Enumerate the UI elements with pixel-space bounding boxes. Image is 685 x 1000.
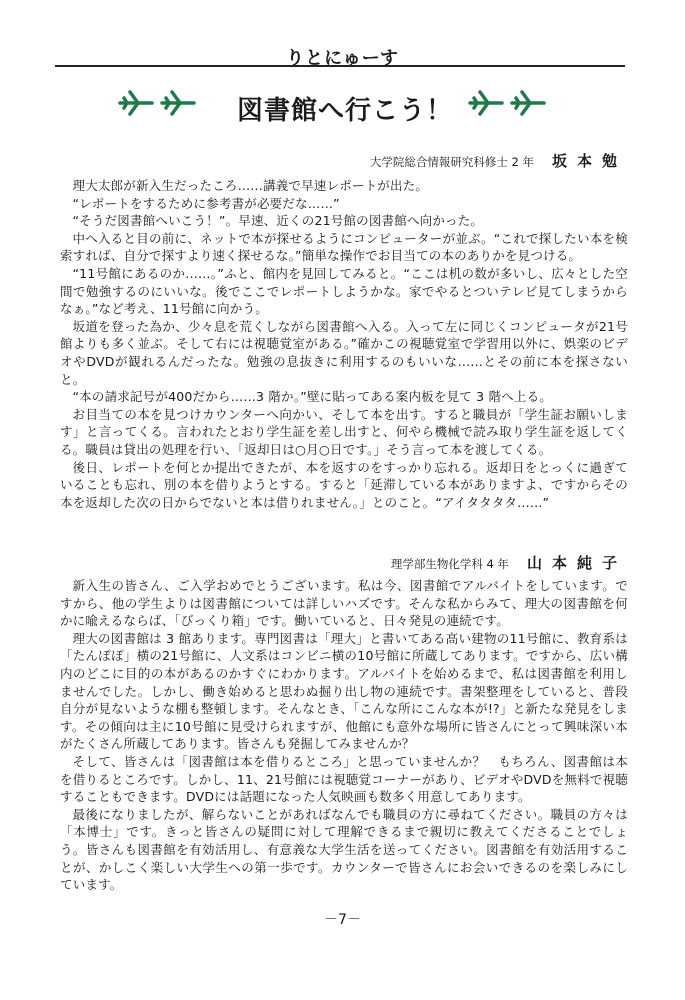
paragraph: 最後になりましたが、解らないことがあればなんでも職員の方に尋ねてください。職員の方々は「本博士」です。きっと皆さんの疑問に対して理解できるまで親切に教えてくださることでしょう。皆さんも図書館を有効活用し、有意義な大学生活を送ってください。図書館を有効活用することが、かしこく楽しい大学生への第一歩です。カウンターで皆さんにお会いできるのを楽しみにしています。 <box>60 806 628 893</box>
header-divider <box>55 65 625 67</box>
title-banner <box>0 84 685 128</box>
paragraph: “11号館にあるのか……。”ふと、館内を見回してみると。“ここは机の数が多いし、広々とした空間で勉強するのにいいな。後でここでレポートしようかな。家でやるとついテレビ見てしまうからなぁ。”など考え、11号館に向かう。 <box>60 265 628 317</box>
author-name: 坂本勉 <box>551 152 627 170</box>
author-affiliation: 大学院総合情報研究科修士 2 年 <box>369 155 534 169</box>
paragraph: 理大太郎が新入生だったころ……講義で早速レポートが出た。 <box>72 178 429 193</box>
paragraph: 後日、レポートを何とか提出できたが、本を返すのをすっかり忘れる。返却日をとっくに過ぎていることも忘れ、別の本を借りようとする。すると「延滞している本がありますよ、ですからその本を返却した次の日からでないと本は借りれません。」とのこと。“アイタタタタ……” <box>60 459 628 510</box>
paragraph: “レポートをするために参考書が必要だな……” <box>72 195 340 211</box>
paragraph: 新入生の皆さん、ご入学おめでとうございます。私は今、図書館でアルバイトをしています。ですから、他の学生よりは図書館については詳しいハズです。そんな私からみて、理大の図書館を何かに喩えるならば、「びっくり箱」です。働いていると、日々発見の連続です。 <box>60 578 628 629</box>
article-title: 図書館へ行こう！ <box>236 96 453 126</box>
airplane-icon <box>468 88 504 118</box>
author-byline <box>370 150 627 171</box>
article-body <box>60 177 628 511</box>
paragraph: “本の請求記号が400だから……3 階か。”壁に貼ってある案内板を見て 3 階へ上る。 <box>72 389 552 405</box>
author-affiliation: 理学部生物化学科 4 年 <box>390 557 509 571</box>
airplane-icon <box>510 88 546 118</box>
airplane-icon <box>118 88 154 118</box>
author-byline <box>391 552 627 573</box>
page-number: －7－ <box>324 912 361 928</box>
paragraph: “そうだ図書館へいこう！”。早速、近くの21号館の図書館へ向かった。 <box>72 213 484 229</box>
airplane-icon <box>160 88 196 118</box>
paragraph: そして、皆さんは「図書館は本を借りるところ」と思っていませんか？ もちろん、図書館は本を借りるところです。しかし、11、21号館には視聴覚コーナーがあり、ビデオやDVDを無料で視聴することもできます。DVDには話題になった人気映画も数多く用意してあります。 <box>60 753 628 805</box>
paragraph: 坂道を登った為か、少々息を荒くしながら図書館へ入る。入って左に同じくコンピュータが21号館よりも多く並ぶ。そして右には視聴覚室がある。”確かこの視聴覚室で学習用以外に、娯楽のビデオやDVDが観れるんだったな。勉強の息抜きに利用するのもいいな……とその前に本を探さないと。 <box>60 318 628 387</box>
newsletter-title: りとにゅーす <box>286 48 399 69</box>
paragraph: お目当ての本を見つけカウンターへ向かい、そして本を出す。すると職員が「学生証お願いします」と言ってくる。言われたとおり学生証を差し出すと、何やら機械で読み取り学生証を返してくる。職員は貸出の処理を行い、「返却日は○月○日です。」そう言って本を渡してくる。 <box>60 406 628 457</box>
author-name: 山本純子 <box>526 554 627 572</box>
article-body <box>60 577 628 894</box>
paragraph: 中へ入ると目の前に、ネットで本が探せるようにコンピューターが並ぶ。“これで探したい本を検索すれば、自分で探すより速く探せるな。”簡単な操作でお目当ての本のありかを見つける。 <box>60 230 628 264</box>
paragraph: 理大の図書館は 3 館あります。専門図書は「理大」と書いてある高い建物の11号館に、教育系は「たんぽぽ」横の21号館に、人文系はコンビニ横の10号館に所蔵してあります。ですから、広い構内のどこに目的の本があるのかすぐにわかります。アルバイトを始めるまで、私は図書館を利用しませんでした。しかし、働き始めると思わぬ掘り出し物の連続です。書架整理をしていると、普段自分が見ないような棚も整頓します。そんなとき、「こんな所にこんな本が!?」と新たな発見をします。その傾向は主に10号館に見受けられますが、他館にも意外な場所に皆さんにとって興味深い本がたくさん所蔵してあります。皆さんも発掘してみませんか？ <box>60 630 628 752</box>
